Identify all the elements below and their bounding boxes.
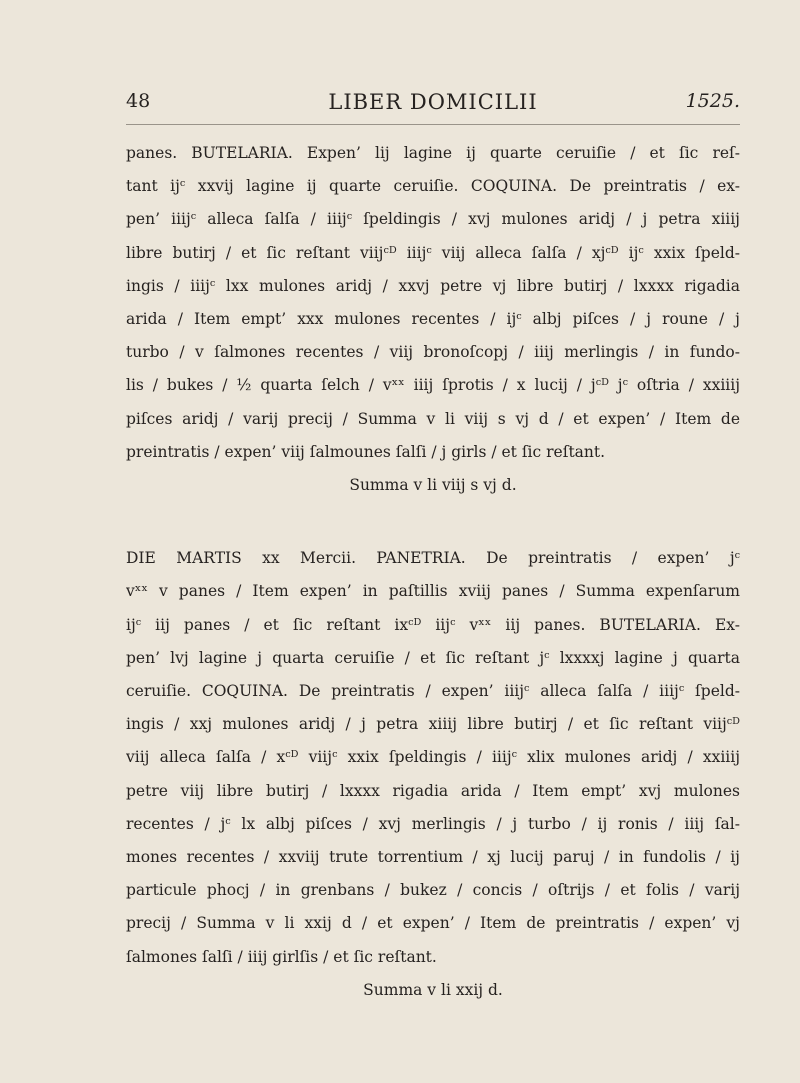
summa-total: Summa v li xxij d. (363, 980, 503, 999)
text-line: recentes / jᶜ lx albj piſces / xvj merlingis / j turbo / ij ronis / iiij ſal- (126, 814, 740, 833)
text-line: precij / Summa v li xxij d / et expen’ / Item de preintratis / expen’ vj (126, 914, 740, 933)
entry-paragraph-1 (126, 137, 740, 502)
text-line: preintratis / expen’ viij ſalmounes ſalſi / j girls / et ſic reſtant. (126, 442, 606, 461)
text-line: ſalmones ſalſi / iiij girlſis / et ſic reſtant. (126, 947, 437, 966)
running-header (126, 90, 740, 125)
text-line: ingis / xxj mulones aridj / j petra xiiij libre butirj / et ſic reſtant viijᶜᴰ (126, 715, 740, 734)
text-line: tant ijᶜ xxvij lagine ij quarte ceruiſie. COQUINA. De preintratis / ex- (126, 177, 740, 196)
summa-total: Summa v li viij s vj d. (349, 476, 517, 495)
text-line: lis / bukes / ½ quarta ſelch / vˣˣ iiij ſprotis / x lucij / jᶜᴰ jᶜ oſtria / xxiiij (126, 376, 740, 395)
paragraph-gap (126, 502, 740, 542)
text-line: vˣˣ v panes / Item expen’ in paſtillis xviij panes / Summa expenſarum (126, 582, 740, 601)
text-line: ijᶜ iij panes / et ſic reſtant ixᶜᴰ iijᶜ vˣˣ iij panes. BUTELARIA. Ex- (126, 615, 740, 634)
text-line: DIE MARTIS xx Mercii. PANETRIA. De preintratis / expen’ jᶜ (126, 549, 740, 568)
entry-paragraph-2 (126, 542, 740, 1007)
text-line: pen’ lvj lagine j quarta ceruiſie / et ſic reſtant jᶜ lxxxxj lagine j quarta (126, 648, 740, 667)
text-line: turbo / v ſalmones recentes / viij bronoſcopj / iiij merlingis / in fundo- (126, 343, 740, 362)
text-line: arida / Item empt’ xxx mulones recentes / ijᶜ albj piſces / j roune / j (126, 310, 740, 329)
text-line: viij alleca ſalſa / xᶜᴰ viijᶜ xxix ſpeldingis / iiijᶜ xlix mulones aridj / xxiiij (126, 748, 740, 767)
page-number: 48 (126, 90, 151, 112)
text-line: petre viij libre butirj / lxxxx rigadia arida / Item empt’ xvj mulones (126, 781, 740, 800)
text-line: particule phocj / in grenbans / bukez / concis / oſtrijs / et folis / varij (126, 881, 740, 900)
running-year: 1525. (685, 90, 740, 112)
text-line: ceruiſie. COQUINA. De preintratis / expen’ iiijᶜ alleca ſalſa / iiijᶜ ſpeld- (126, 682, 740, 701)
running-title: LIBER DOMICILII (328, 90, 538, 114)
text-line: mones recentes / xxviij trute torrentium / xj lucij paruj / in fundolis / ij (126, 848, 740, 867)
text-line: libre butirj / et ſic reſtant viijᶜᴰ iiijᶜ viij alleca ſalſa / xjᶜᴰ ijᶜ xxix ſpeld- (126, 243, 740, 262)
text-line: pen’ iiijᶜ alleca ſalſa / iiijᶜ ſpeldingis / xvj mulones aridj / j petra xiiij (126, 210, 740, 229)
text-line: panes. BUTELARIA. Expen’ lij lagine ij quarte ceruiſie / et ſic reſ- (126, 144, 740, 162)
text-line: ingis / iiijᶜ lxx mulones aridj / xxvj petre vj libre butirj / lxxxx rigadia (126, 276, 740, 295)
text-line: piſces aridj / varij precij / Summa v li viij s vj d / et expen’ / Item de (126, 409, 740, 428)
